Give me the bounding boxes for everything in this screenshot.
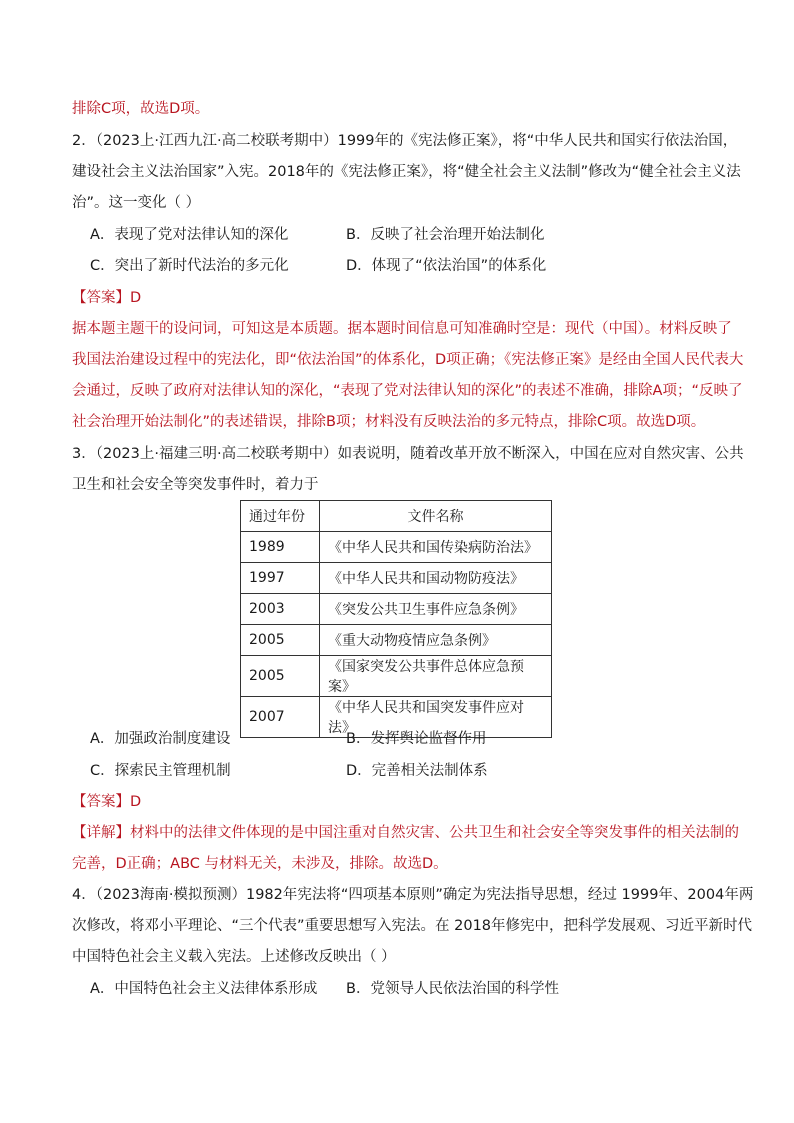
table-row [241,625,552,656]
year-cell: 1997 [241,563,320,594]
q3-answer: 【答案】D [72,794,142,810]
law-documents-table [240,500,552,738]
q2-explain-line-1: 据本题主题干的设问词，可知这是本质题。据本题时间信息可知准确时空是：现代（中国）。材料反映了 [72,321,732,337]
q2-explain-line-4: 社会治理开始法制化”的表述错误，排除B项；材料没有反映法治的多元特点，排除C项。故选D项。 [72,414,706,430]
year-cell: 2007 [241,697,320,738]
table-row [241,594,552,625]
q3-option-b: B．发挥舆论监督作用 [346,731,487,747]
q4-stem-line-1: 4．（2023海南·模拟预测）1982年宪法将“四项基本原则”确定为宪法指导思想，经过 1999年、2004年两 [72,887,754,903]
q2-explain-line-2: 我国法治建设过程中的宪法化，即“依法治国”的体系化，D项正确；《宪法修正案》是经由全国人民代表大 [72,352,744,368]
q2-option-c: C．突出了新时代法治的多元化 [90,258,289,274]
q3-option-d: D．完善相关法制体系 [346,763,488,779]
header-document-name: 文件名称 [320,501,552,532]
year-cell: 2005 [241,625,320,656]
q4-option-a: A．中国特色社会主义法律体系形成 [90,981,318,997]
q1-tail: 排除C项，故选D项。 [72,101,210,117]
document-cell: 《中华人民共和国突发事件应对法》 [320,697,552,738]
table-header-row [241,501,552,532]
q4-stem-line-3: 中国特色社会主义载入宪法。上述修改反映出（ ） [72,949,396,965]
q2-stem-line-3: 治”。这一变化（ ） [72,195,201,211]
table-row [241,532,552,563]
q3-detail-line-2: 完善，D正确；ABC 与材料无关，未涉及，排除。故选D。 [72,856,448,872]
q3-option-c: C．探索民主管理机制 [90,763,231,779]
q2-answer: 【答案】D [72,290,142,306]
q4-stem-line-2: 次修改，将邓小平理论、“三个代表”重要思想写入宪法。在 2018年修宪中，把科学发展观、习近平新时代 [72,918,753,934]
document-cell: 《中华人民共和国动物防疫法》 [320,563,552,594]
year-cell: 2005 [241,656,320,697]
q2-stem-line-2: 建设社会主义法治国家”入宪。2018年的《宪法修正案》，将“健全社会主义法制”修改为“健全社会主义法 [72,164,741,180]
document-cell: 《重大动物疫情应急条例》 [320,625,552,656]
q3-stem-line-1: 3．（2023上·福建三明·高二校联考期中）如表说明，随着改革开放不断深入，中国在应对自然灾害、公共 [72,446,744,462]
q2-option-d: D．体现了“依法治国”的体系化 [346,258,547,274]
table-row [241,656,552,697]
q2-option-b: B．反映了社会治理开始法制化 [346,227,545,243]
q3-detail-line-1: 【详解】材料中的法律文件体现的是中国注重对自然灾害、公共卫生和社会安全等突发事件的相关法制的 [72,825,739,841]
year-cell: 2003 [241,594,320,625]
year-cell: 1989 [241,532,320,563]
q2-option-a: A．表现了党对法律认知的深化 [90,227,289,243]
q3-stem-line-2: 卫生和社会安全等突发事件时，着力于 [72,477,319,493]
q2-stem-line-1: 2．（2023上·江西九江·高二校联考期中）1999年的《宪法修正案》，将“中华人民共和国实行依法治国， [72,133,738,149]
q2-explain-line-3: 会通过，反映了政府对法律认知的深化，“表现了党对法律认知的深化”的表述不准确，排除A项；“反映了 [72,383,743,399]
table-row [241,563,552,594]
header-year: 通过年份 [241,501,320,532]
q4-option-b: B．党领导人民依法治国的科学性 [346,981,559,997]
document-cell: 《突发公共卫生事件应急条例》 [320,594,552,625]
document-cell: 《国家突发公共事件总体应急预案》 [320,656,552,697]
q3-option-a: A．加强政治制度建设 [90,731,231,747]
document-cell: 《中华人民共和国传染病防治法》 [320,532,552,563]
